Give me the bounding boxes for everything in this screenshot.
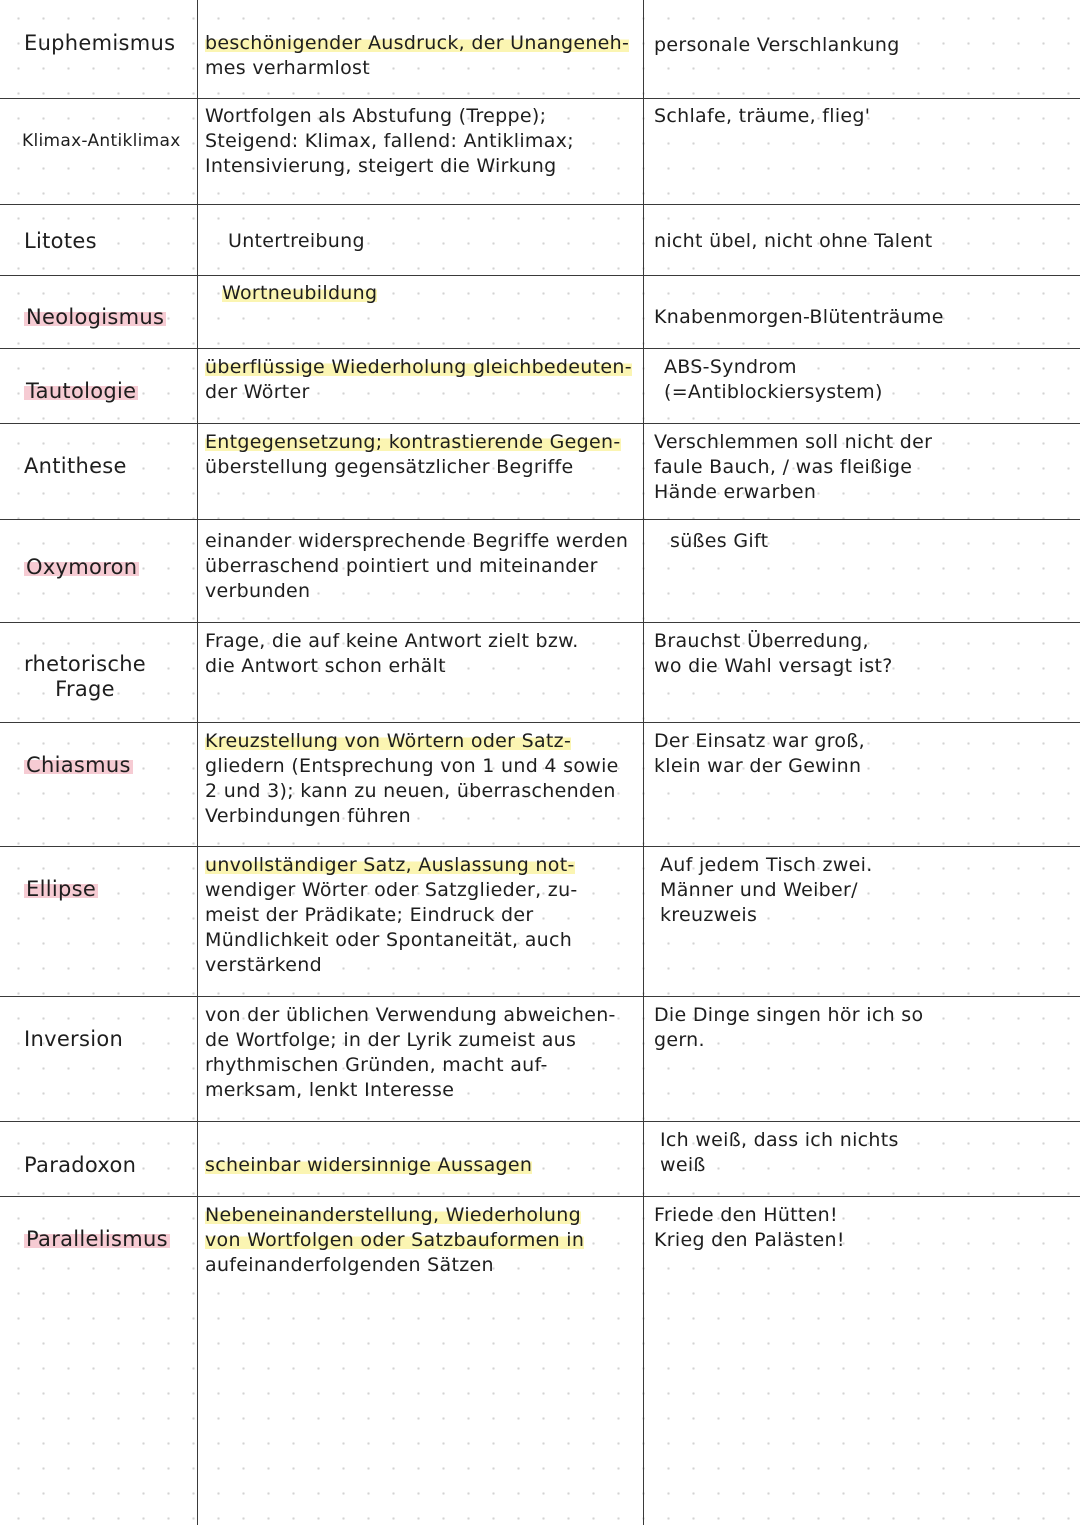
example-oxymoron: süßes Gift xyxy=(670,530,769,552)
example-klimax-antiklimax: Schlafe, träume, flieg' xyxy=(654,105,871,127)
term-rhetorische-frage: rhetorische Frage xyxy=(23,652,147,701)
term-oxymoron: Oxymoron xyxy=(26,555,138,579)
definition-rhetorische-frage: Frage, die auf keine Antwort zielt bzw. die Antwort schon erhält xyxy=(205,630,579,677)
term-inversion: Inversion xyxy=(24,1027,124,1051)
row-divider xyxy=(0,423,1080,424)
row-divider xyxy=(0,98,1080,99)
definition-tautologie: überflüssige Wiederholung gleichbedeuten- der Wörter xyxy=(205,356,632,403)
row-divider xyxy=(0,519,1080,520)
definition-chiasmus: Kreuzstellung von Wörtern oder Satz- gliedern (Entsprechung von 1 und 4 sowie 2 und 3); kann zu neuen, überraschenden Verbindungen führen xyxy=(205,730,619,827)
term-paradoxon: Paradoxon xyxy=(24,1153,137,1177)
row-divider xyxy=(0,846,1080,847)
definition-neologismus: Wortneubildung xyxy=(222,282,378,304)
example-chiasmus: Der Einsatz war groß, klein war der Gewinn xyxy=(654,730,865,777)
example-ellipse: Auf jedem Tisch zwei. Männer und Weiber/ kreuzweis xyxy=(660,854,873,926)
term-chiasmus: Chiasmus xyxy=(26,753,131,777)
term-neologismus: Neologismus xyxy=(26,305,165,329)
definition-parallelismus: Nebeneinanderstellung, Wiederholung von Wortfolgen oder Satzbauformen in aufeinanderfolgenden Sätzen xyxy=(205,1204,585,1276)
definition-klimax-antiklimax: Wortfolgen als Abstufung (Treppe); Steigend: Klimax, fallend: Antiklimax; Intensivierung, steigert die Wirkung xyxy=(205,105,574,177)
definition-antithese: Entgegensetzung; kontrastierende Gegen- überstellung gegensätzlicher Begriffe xyxy=(205,431,621,478)
definition-euphemismus: beschönigender Ausdruck, der Unangeneh- mes verharmlost xyxy=(205,32,630,79)
row-divider xyxy=(0,722,1080,723)
row-divider xyxy=(0,622,1080,623)
row-divider xyxy=(0,275,1080,276)
example-parallelismus: Friede den Hütten! Krieg den Palästen! xyxy=(654,1204,845,1251)
example-inversion: Die Dinge singen hör ich so gern. xyxy=(654,1004,924,1051)
definition-paradoxon: scheinbar widersinnige Aussagen xyxy=(205,1154,533,1176)
term-antithese: Antithese xyxy=(24,454,127,478)
definition-inversion: von der üblichen Verwendung abweichen- de Wortfolge; in der Lyrik zumeist aus rhythmischen Gründen, macht auf- merksam, lenkt Interesse xyxy=(205,1004,616,1101)
row-divider xyxy=(0,204,1080,205)
row-divider xyxy=(0,1196,1080,1197)
example-tautologie: ABS-Syndrom (=Antiblockiersystem) xyxy=(664,356,883,403)
column-divider-term xyxy=(197,0,198,1525)
term-klimax-antiklimax: Klimax-Antiklimax xyxy=(22,131,181,151)
definition-oxymoron: einander widersprechende Begriffe werden überraschend pointiert und miteinander verbunden xyxy=(205,530,629,602)
definition-ellipse: unvollständiger Satz, Auslassung not- wendiger Wörter oder Satzglieder, zu- meist der Prädikate; Eindruck der Mündlichkeit oder Spontaneität, auch verstärkend xyxy=(205,854,578,976)
term-euphemismus: Euphemismus xyxy=(24,31,176,55)
example-euphemismus: personale Verschlankung xyxy=(654,34,900,56)
example-litotes: nicht übel, nicht ohne Talent xyxy=(654,230,933,252)
row-divider xyxy=(0,1121,1080,1122)
definition-litotes: Untertreibung xyxy=(228,230,365,252)
example-antithese: Verschlemmen soll nicht der faule Bauch, / was fleißige Hände erwarben xyxy=(654,431,933,503)
row-divider xyxy=(0,996,1080,997)
row-divider xyxy=(0,348,1080,349)
term-litotes: Litotes xyxy=(24,229,97,253)
term-tautologie: Tautologie xyxy=(26,379,137,403)
term-ellipse: Ellipse xyxy=(26,877,97,901)
term-parallelismus: Parallelismus xyxy=(26,1227,168,1251)
example-rhetorische-frage: Brauchst Überredung, wo die Wahl versagt ist? xyxy=(654,630,893,677)
example-paradoxon: Ich weiß, dass ich nichts weiß xyxy=(660,1129,899,1176)
example-neologismus: Knabenmorgen-Blütenträume xyxy=(654,306,944,328)
